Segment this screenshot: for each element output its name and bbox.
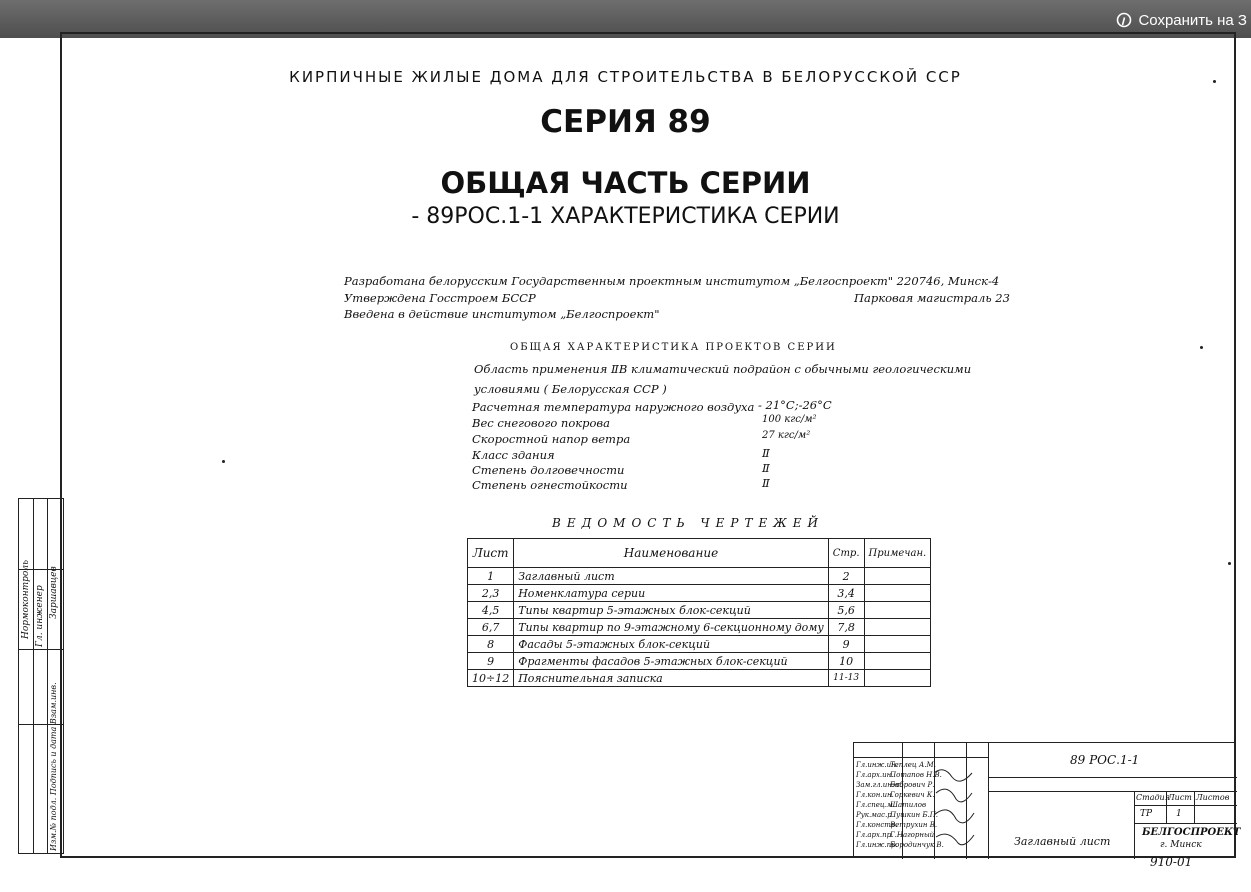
char-value-2: 27 кгс/м² bbox=[762, 430, 811, 441]
row-sheet: 4,5 bbox=[468, 602, 514, 619]
role: Гл.арх.ин. bbox=[856, 771, 894, 779]
tb-line bbox=[1134, 823, 1237, 824]
row-sheet: 10÷12 bbox=[468, 670, 514, 687]
side-stamp-strip bbox=[18, 498, 64, 854]
row-page: 11-13 bbox=[828, 670, 864, 687]
role: Гл.кон.ин. bbox=[856, 791, 894, 799]
char-label-2: Скоростной напор ветра bbox=[472, 432, 631, 446]
part-title: ОБЩАЯ ЧАСТЬ СЕРИИ bbox=[440, 166, 811, 200]
role: Рук.мас.р. bbox=[856, 811, 895, 819]
char-label-3: Класс здания bbox=[472, 448, 555, 462]
role: Гл.инж.ин. bbox=[856, 761, 898, 769]
chief-engineer-label: Гл. инженер bbox=[35, 585, 45, 647]
row-name: Пояснительная записка bbox=[514, 670, 829, 687]
scan-speck bbox=[222, 460, 225, 463]
role: Гл.спец.м. bbox=[856, 801, 896, 809]
role: Гл.инж.пр. bbox=[856, 841, 898, 849]
person-name: Шатилов bbox=[890, 801, 927, 809]
series-title: СЕРИЯ 89 bbox=[540, 104, 711, 140]
developer-line2-left: Утверждена Госстроем БССР bbox=[344, 291, 536, 305]
row-note bbox=[864, 585, 931, 602]
pinterest-icon bbox=[1116, 12, 1132, 28]
row-page: 7,8 bbox=[828, 619, 864, 636]
person-name: Теплец А.М. bbox=[890, 761, 936, 769]
row-page: 9 bbox=[828, 636, 864, 653]
char-label-4: Степень долговечности bbox=[472, 463, 625, 477]
normcontrol-label: Нормоконтроль bbox=[21, 560, 31, 639]
table-row bbox=[468, 670, 931, 687]
char-value-4: Ⅱ bbox=[762, 461, 770, 475]
handwritten-signatures bbox=[930, 763, 990, 857]
header-page: Стр. bbox=[828, 539, 864, 568]
row-page: 3,4 bbox=[828, 585, 864, 602]
stage-value: ТР bbox=[1140, 809, 1153, 819]
stage-label: Стадия bbox=[1136, 793, 1170, 802]
row-sheet: 9 bbox=[468, 653, 514, 670]
header-name: Наименование bbox=[514, 539, 829, 568]
tb-line bbox=[988, 777, 1237, 778]
developer-line1: Разработана белорусским Государственным проектным институтом „Белгоспроект" 220746, Минск-4 bbox=[344, 274, 1000, 288]
row-sheet: 2,3 bbox=[468, 585, 514, 602]
signature-date-label: Изм.№ подл. Подпись и дата Взам.инв. bbox=[49, 682, 58, 851]
char-value-3: Ⅱ bbox=[762, 446, 770, 460]
tb-line bbox=[1194, 791, 1195, 823]
row-sheet: 8 bbox=[468, 636, 514, 653]
scan-speck bbox=[1200, 346, 1203, 349]
title-block-sheet-name: Заглавный лист bbox=[1014, 835, 1111, 848]
org-line2: г. Минск bbox=[1160, 840, 1202, 850]
table-row bbox=[468, 619, 931, 636]
tb-line bbox=[988, 791, 1237, 792]
code-title: - 89РОС.1-1 ХАРАКТЕРИСТИКА СЕРИИ bbox=[411, 204, 840, 229]
sheet-label: Лист bbox=[1168, 793, 1192, 802]
row-page: 5,6 bbox=[828, 602, 864, 619]
row-note bbox=[864, 602, 931, 619]
table-row bbox=[468, 636, 931, 653]
row-note bbox=[864, 636, 931, 653]
char-label-0: Расчетная температура наружного воздуха bbox=[472, 400, 755, 414]
developer-line3: Введена в действие институтом „Белгоспроект" bbox=[344, 307, 660, 321]
application-area-line2: условиями ( Белорусская ССР ) bbox=[474, 382, 667, 396]
row-name: Фасады 5-этажных блок-секций bbox=[514, 636, 829, 653]
row-note bbox=[864, 619, 931, 636]
title-block-code: 89 РОС.1-1 bbox=[1070, 753, 1140, 767]
application-area-line1: Область применения ⅡВ климатический подрайон с обычными геологическими bbox=[474, 362, 972, 376]
row-page: 2 bbox=[828, 568, 864, 585]
row-name: Типы квартир по 9-этажному 6-секционному дому bbox=[514, 619, 829, 636]
char-value-0: - 21°С;-26°С bbox=[758, 398, 832, 412]
document-number: 910-01 bbox=[1150, 855, 1193, 869]
row-sheet: 1 bbox=[468, 568, 514, 585]
char-label-1: Вес снегового покрова bbox=[472, 416, 610, 430]
deputy-label: Заршавцев bbox=[49, 566, 59, 619]
save-button-label: Сохранить на З bbox=[1138, 11, 1247, 29]
person-name: Пушкин Б.П. bbox=[890, 811, 939, 819]
header-sheet: Лист bbox=[468, 539, 514, 568]
tb-line bbox=[854, 757, 988, 758]
char-label-5: Степень огнестойкости bbox=[472, 478, 628, 492]
strip-col-line bbox=[33, 499, 34, 853]
save-to-pinterest-button[interactable] bbox=[1108, 8, 1251, 32]
tb-line bbox=[1134, 791, 1135, 859]
row-name: Типы квартир 5-этажных блок-секций bbox=[514, 602, 829, 619]
row-note bbox=[864, 568, 931, 585]
sheet-value: 1 bbox=[1176, 809, 1182, 819]
table-row bbox=[468, 602, 931, 619]
strip-row-line bbox=[19, 649, 63, 650]
row-name: Заглавный лист bbox=[514, 568, 829, 585]
person-name: Ветрухин В. bbox=[890, 821, 938, 829]
table-row bbox=[468, 568, 931, 585]
row-sheet: 6,7 bbox=[468, 619, 514, 636]
person-name: Г.Нагорный bbox=[890, 831, 935, 839]
table-header-row bbox=[468, 539, 931, 568]
sheets-label: Листов bbox=[1196, 793, 1230, 802]
person-name: Бобрович Р. bbox=[890, 781, 935, 789]
person-name: Горкевич К. bbox=[890, 791, 935, 799]
row-note bbox=[864, 670, 931, 687]
role: Гл.арх.пр. bbox=[856, 831, 894, 839]
tb-line bbox=[1134, 805, 1237, 806]
role: Гл.констр. bbox=[856, 821, 898, 829]
drawings-table bbox=[467, 538, 931, 687]
strip-col-line bbox=[47, 499, 48, 853]
person-name: Бородинчук В. bbox=[890, 841, 944, 849]
scan-speck bbox=[1213, 80, 1216, 83]
row-name: Фрагменты фасадов 5-этажных блок-секций bbox=[514, 653, 829, 670]
row-page: 10 bbox=[828, 653, 864, 670]
characteristics-title: ОБЩАЯ ХАРАКТЕРИСТИКА ПРОЕКТОВ СЕРИИ bbox=[510, 342, 837, 353]
title-block bbox=[853, 742, 1241, 858]
row-note bbox=[864, 653, 931, 670]
header-line1: КИРПИЧНЫЕ ЖИЛЫЕ ДОМА ДЛЯ СТРОИТЕЛЬСТВА В БЕЛОРУССКОЙ ССР bbox=[289, 68, 962, 86]
drawing-frame bbox=[60, 32, 1236, 858]
row-name: Номенклатура серии bbox=[514, 585, 829, 602]
char-value-5: Ⅱ bbox=[762, 476, 770, 490]
table-row bbox=[468, 585, 931, 602]
table-row bbox=[468, 653, 931, 670]
scan-speck bbox=[1228, 562, 1231, 565]
person-name: Потапов Н.В. bbox=[890, 771, 942, 779]
developer-line2-right: Парковая магистраль 23 bbox=[854, 291, 1010, 305]
header-note: Примечан. bbox=[864, 539, 931, 568]
role: Зам.гл.инж. bbox=[856, 781, 903, 789]
char-value-1: 100 кгс/м² bbox=[762, 414, 817, 425]
org-line1: БЕЛГОСПРОЕКТ bbox=[1142, 827, 1241, 838]
drawings-list-title: ВЕДОМОСТЬ ЧЕРТЕЖЕЙ bbox=[552, 516, 824, 530]
